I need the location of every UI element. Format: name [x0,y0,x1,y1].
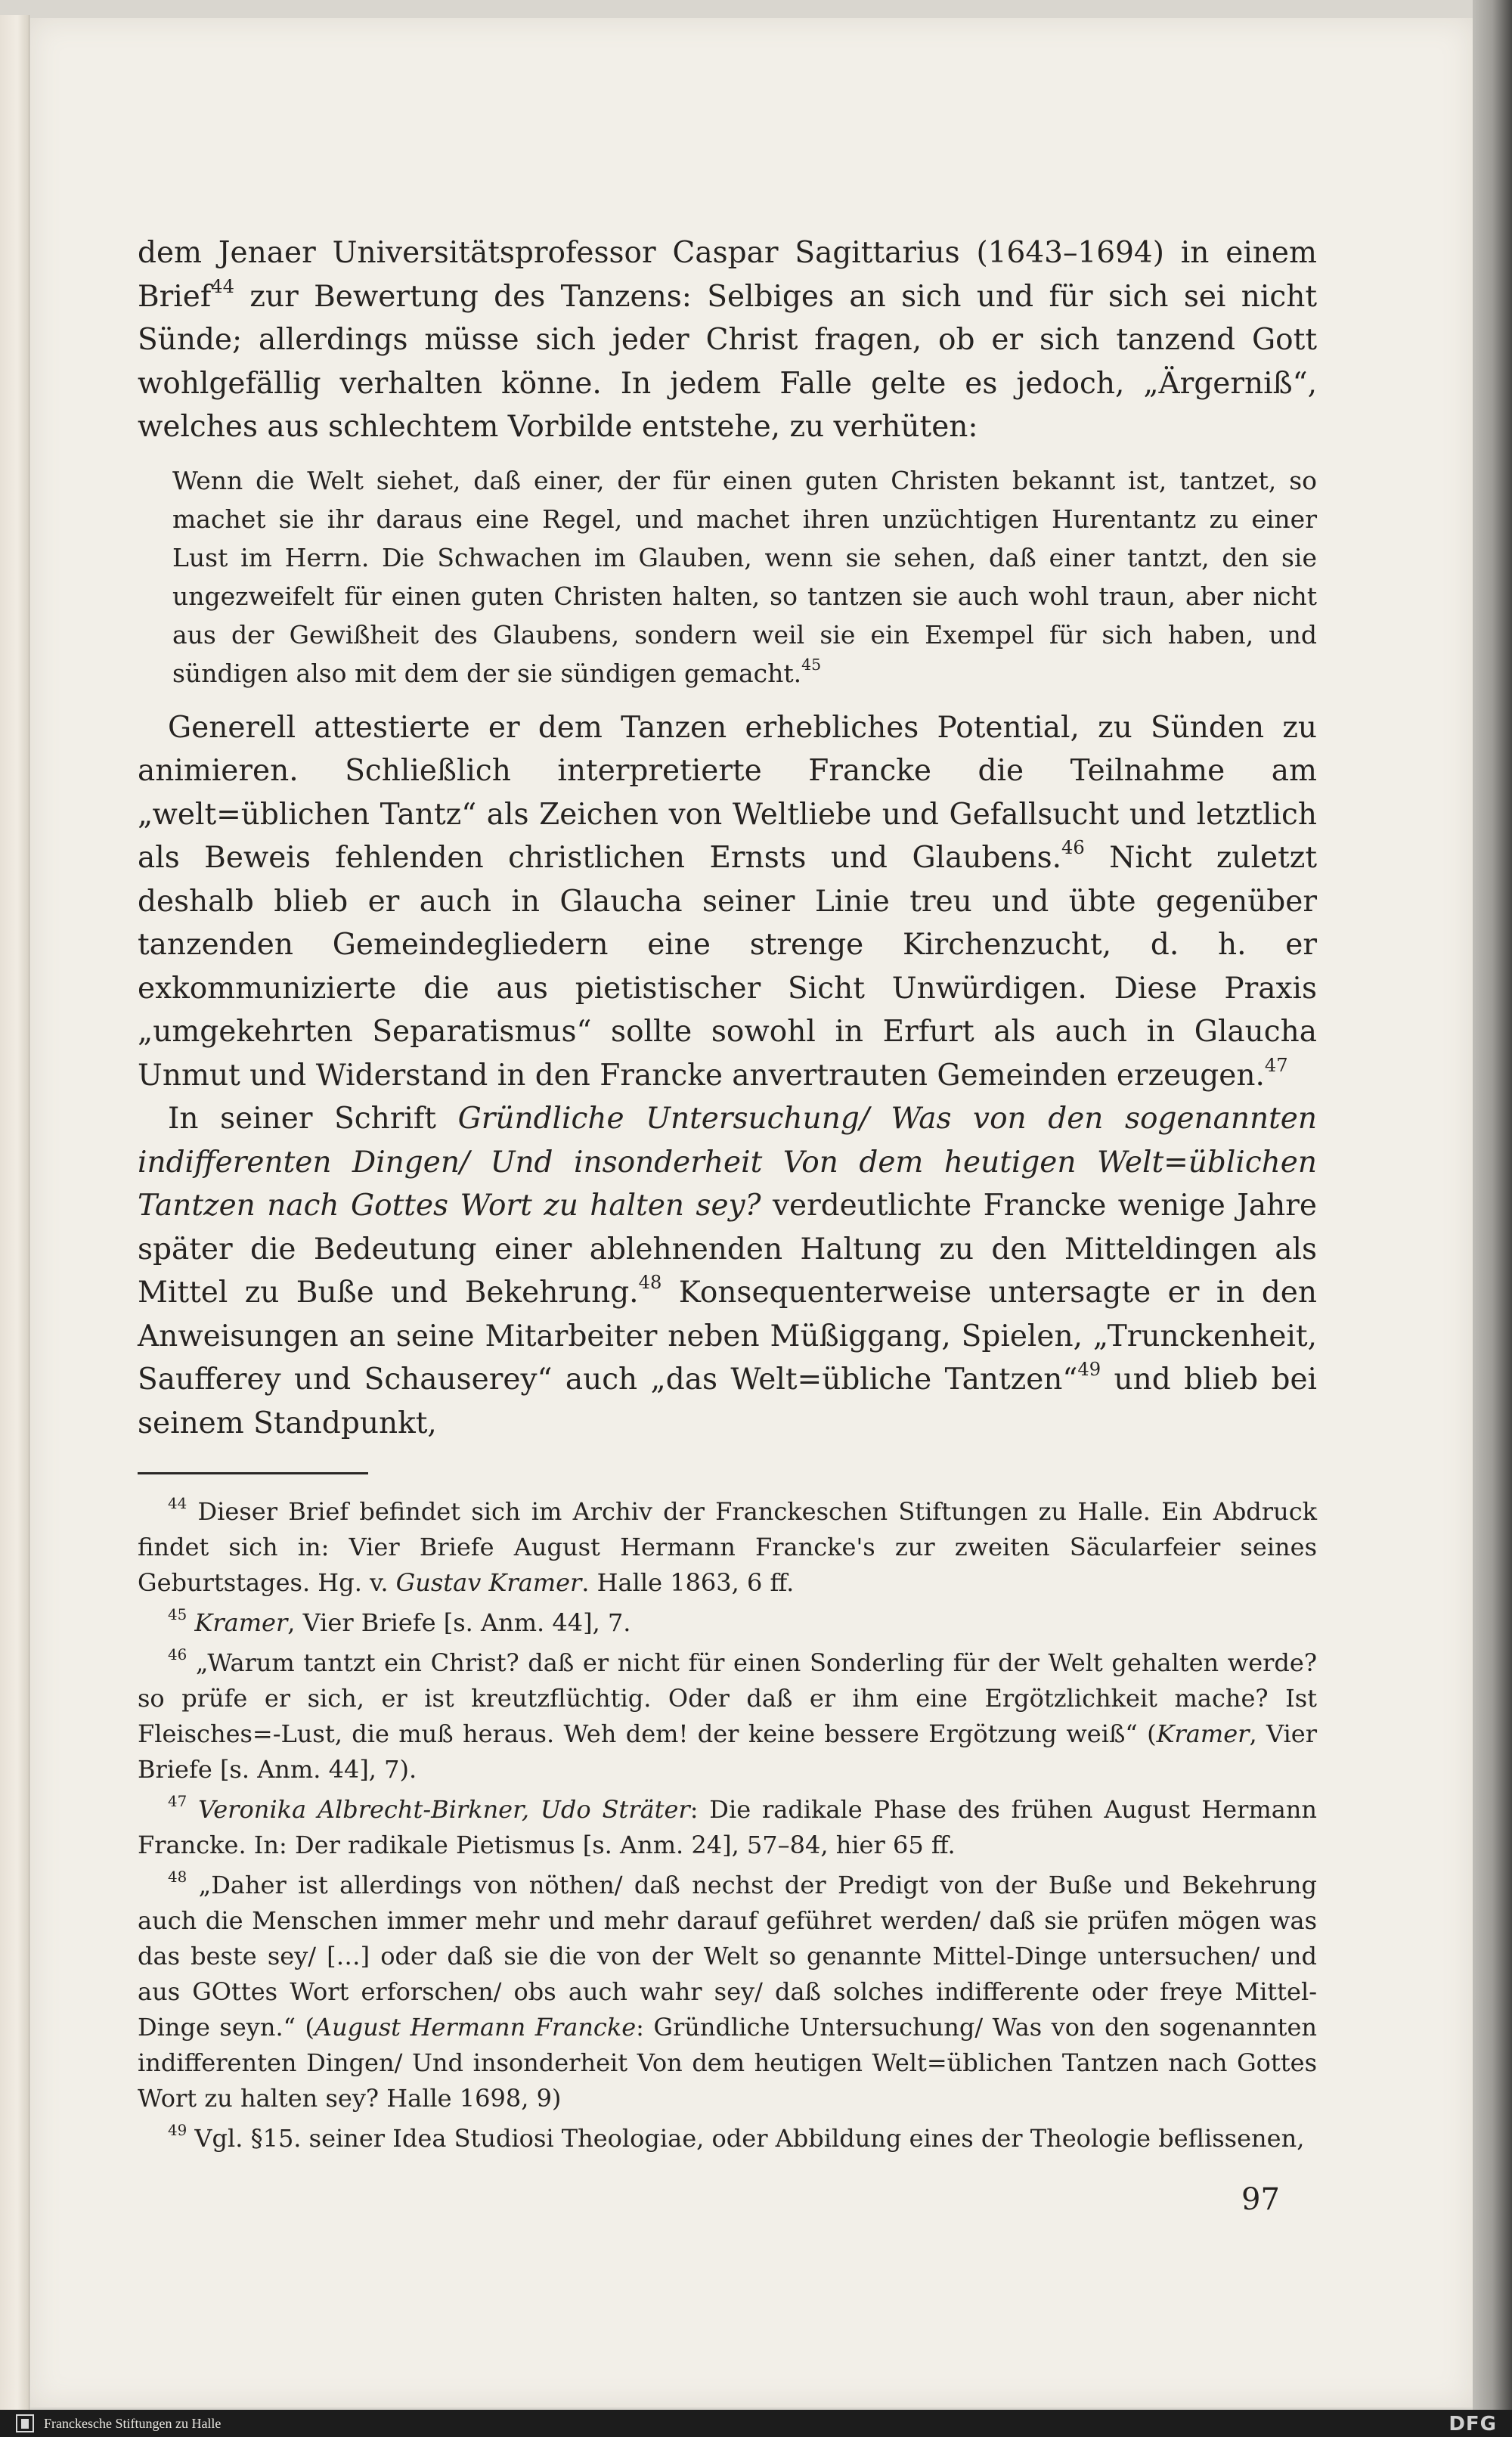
book-spine-edge [1473,0,1512,2437]
adjacent-page-edge [0,15,29,2420]
footnote-46: $^{46}$ „Warum tantzt ein Christ? daß er nicht für einen Sonderling für der Welt gehalten werde? so prüfe er sich, er ist kreutzflüchtig. Oder daß er ihm eine Ergötzlichkeit mache? Ist Fleisches=-Lust, die muß heraus. Weh dem! der keine bessere Ergötzung weiß“ (Kramer, Vier Briefe [s. Anm. 44], 7). [138,1646,1318,1784]
footnote-ref-48: 48 [638,1272,662,1294]
footnotes [138,1494,1317,2156]
main-text [138,231,1317,1445]
work-title: Gründliche Untersuchung/ Was von den sogenannten indifferenten Dingen/ Und insonderheit Von dem heutigen Welt=üblichen Tantzen nach Gottes Wort zu halten sey? [138,1102,1317,1223]
paragraph-3: In seiner Schrift Gründliche Untersuchung/ Was von den sogenannten indifferenten Dingen/ Und insonderheit Von dem heutigen Welt=üblichen Tantzen nach Gottes Wort zu halten sey? verdeutlichte Francke wenige Jahre später die Bedeutung einer ablehnenden Haltung zu den Mitteldingen als Mittel zu Buße und Bekehrung.$^{48}$ Konsequenterweise untersagte er in den Anweisungen an seine Mitarbeiter neben Müßiggang, Spielen, „Trunckenheit, Saufferey und Schauserey“ auch „das Welt=übliche Tantzen“$^{49}$ und blieb bei seinem Standpunkt, [138,1102,1318,1440]
institution-name: Franckesche Stiftungen zu Halle [44,2416,222,2431]
institution-logo-icon [14,2412,36,2435]
page-content [138,231,1317,2161]
dfg-logo: DFG [1448,2413,1497,2435]
footnote-48: $^{48}$ „Daher ist allerdings von nöthen/ daß nechst der Predigt von der Buße und Bekehrung auch die Menschen immer mehr und mehr darauf geführet werden/ daß sie prüfen mögen was das beste sey/ […] oder daß sie die von der Welt so genannte Mittel-Dinge untersuchen/ und aus GOttes Wort erforschen/ obs auch wahr sey/ daß solches indifferente oder freye Mittel-Dinge seyn.“ (August Hermann Francke: Gründliche Untersuchung/ Was von den sogenannten indifferenten Dingen/ Und insonderheit Von dem heutigen Welt=üblichen Tantzen nach Gottes Wort zu halten sey? Halle 1698, 9) [138,1868,1318,2113]
footnote-ref-45: 45 [801,656,822,674]
footnote-ref-44: 44 [211,275,235,297]
footnote-45: $^{45}$ Kramer, Vier Briefe [s. Anm. 44], 7. [168,1606,631,1637]
footnote-49: $^{49}$ Vgl. §15. seiner Idea Studiosi Theologiae, oder Abbildung eines der Theologie beflissenen, [168,2122,1305,2153]
page-number: 97 [1241,2182,1280,2217]
book-page [30,18,1473,2408]
footnote-ref-46: 46 [1061,837,1085,859]
viewer-footer-bar [0,2410,1512,2437]
footnote-44: $^{44}$ Dieser Brief befindet sich im Archiv der Franckeschen Stiftungen zu Halle. Ein Abdruck findet sich in: Vier Briefe August Hermann Francke's zur zweiten Säcularfeier seines Geburtstages. Hg. v. Gustav Kramer. Halle 1863, 6 ff. [138,1495,1318,1597]
footnote-ref-49: 49 [1077,1359,1101,1381]
paragraph-2: Generell attestierte er dem Tanzen erhebliches Potential, zu Sünden zu animieren. Schließlich interpretierte Francke die Teilnahme am „welt=üblichen Tantz“ als Zeichen von Weltliebe und Gefallsucht und letztlich als Beweis fehlenden christlichen Ernsts und Glaubens.$^{46}$ Nicht zuletzt deshalb blieb er auch in Glaucha seiner Linie treu und übte gegenüber tanzenden Gemeindegliedern eine strenge Kirchenzucht, d. h. er exkommunizierte die aus pietistischer Sicht Unwürdigen. Diese Praxis „umgekehrten Separatismus“ sollte sowohl in Erfurt als auch in Glaucha Unmut und Widerstand in den Francke anvertrauten Gemeinden erzeugen.$^{47}$ [138,710,1317,1093]
footnote-47: $^{47}$ Veronika Albrecht-Birkner, Udo Sträter: Die radikale Phase des frühen August Hermann Francke. In: Der radikale Pietismus [s. Anm. 24], 57–84, hier 65 ff. [138,1793,1318,1859]
block-quote: Wenn die Welt siehet, daß einer, der für einen guten Christen bekannt ist, tantzet, so machet sie ihr daraus eine Regel, und machet ihren unzüchtigen Hurentantz zu einer Lust im Herrn. Die Schwachen im Glauben, wenn sie sehen, daß einer tantzt, den sie ungezweifelt für einen guten Christen halten, so tantzen sie auch wohl traun, aber nicht aus der Gewißheit des Glaubens, sondern weil sie ein Exempel für sich haben, und sündigen also mit dem der sie sündigen gemacht.$^{45}$ [172,465,1317,688]
paragraph-1: dem Jenaer Universitätsprofessor Caspar Sagittarius (1643–1694) in einem Brief$^{44}$ zur Bewertung des Tanzens: Selbiges an sich und für sich sei nicht Sünde; allerdings müsse sich jeder Christ fragen, ob er sich tanzend Gott wohlgefällig verhalten könne. In jedem Falle gelte es jedoch, „Ärgerniß“, welches aus schlechtem Vorbilde entstehe, zu verhüten: [138,236,1317,444]
footnote-ref-47: 47 [1264,1054,1288,1076]
footnote-divider [138,1472,368,1474]
